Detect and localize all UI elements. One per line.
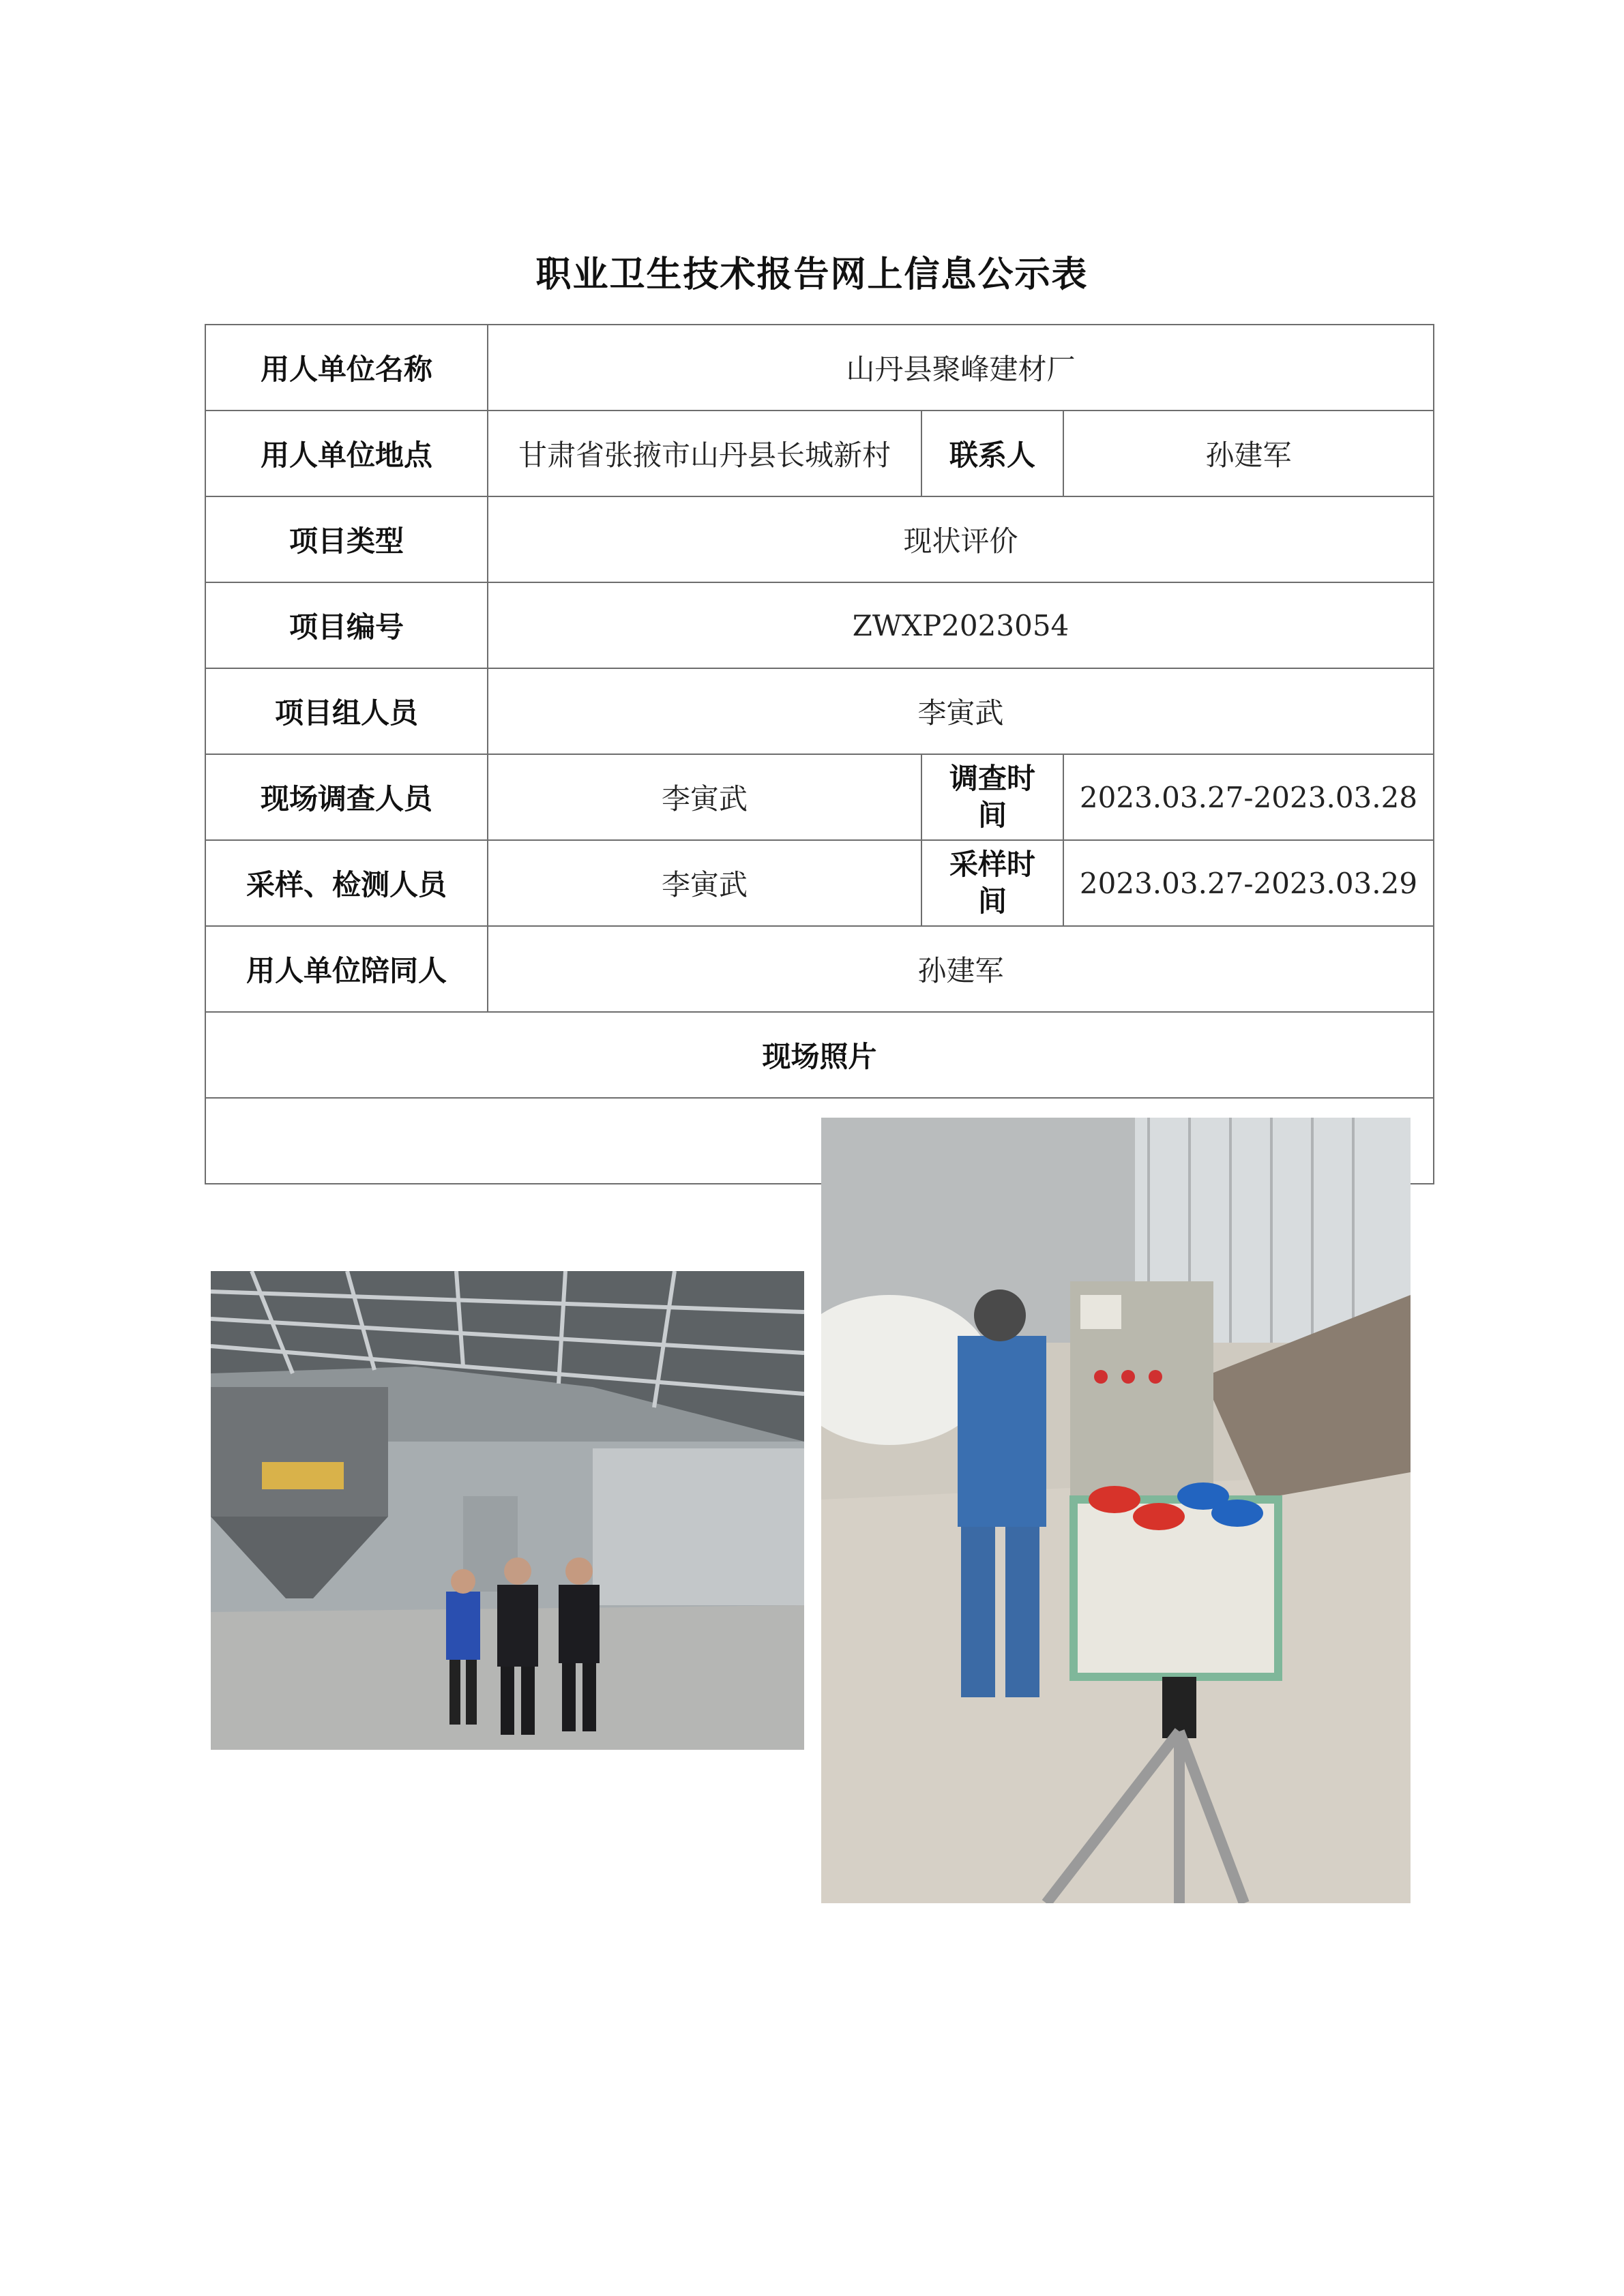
- contact-value: 孙建军: [1063, 411, 1434, 496]
- project-team-value: 李寅武: [488, 668, 1434, 754]
- escort-label: 用人单位陪同人: [205, 926, 488, 1012]
- info-table: [205, 324, 1434, 1184]
- sampling-time-value: 2023.03.27-2023.03.29: [1063, 840, 1434, 926]
- sampling-staff-value: 李寅武: [488, 840, 921, 926]
- photo-sampling-equipment-image: [821, 1118, 1411, 1903]
- row-survey: [205, 754, 1434, 840]
- sampling-time-label-line1: 采样时: [949, 848, 1035, 881]
- sampling-photo-group: [821, 1118, 1411, 1903]
- sampling-time-label-line2: 间: [977, 884, 1007, 918]
- row-sampling: [205, 840, 1434, 926]
- row-photos-heading: [205, 1012, 1434, 1098]
- survey-time-label: [921, 754, 1063, 840]
- row-employer-name: [205, 325, 1434, 411]
- project-type-value: 现状评价: [488, 496, 1434, 582]
- employer-address-value: 甘肃省张掖市山丹县长城新村: [488, 411, 921, 496]
- row-photos: [205, 1098, 1434, 1184]
- project-number-value: ZWXP2023054: [488, 582, 1434, 668]
- survey-time-label-line1: 调查时: [949, 762, 1035, 795]
- photo-factory-shed-image: [211, 1271, 804, 1750]
- photos-heading: 现场照片: [205, 1012, 1434, 1098]
- row-project-number: [205, 582, 1434, 668]
- survey-time-label-line2: 间: [977, 799, 1007, 832]
- project-team-label: 项目组人员: [205, 668, 488, 754]
- sampling-time-label: [921, 840, 1063, 926]
- employer-name-label: 用人单位名称: [205, 325, 488, 411]
- row-project-team: [205, 668, 1434, 754]
- photos-cell: [205, 1098, 1434, 1184]
- sampling-staff-label: 采样、检测人员: [205, 840, 488, 926]
- page-title: 职业卫生技术报告网上信息公示表: [535, 254, 1089, 295]
- project-type-label: 项目类型: [205, 496, 488, 582]
- survey-staff-label: 现场调查人员: [205, 754, 488, 840]
- employer-name-value: 山丹县聚峰建材厂: [488, 325, 1434, 411]
- site-photo-group: [211, 1271, 804, 1750]
- row-escort: [205, 926, 1434, 1012]
- project-number-label: 项目编号: [205, 582, 488, 668]
- survey-time-value: 2023.03.27-2023.03.28: [1063, 754, 1434, 840]
- survey-staff-value: 李寅武: [488, 754, 921, 840]
- row-employer-address: [205, 411, 1434, 496]
- contact-label: 联系人: [921, 411, 1063, 496]
- escort-value: 孙建军: [488, 926, 1434, 1012]
- row-project-type: [205, 496, 1434, 582]
- employer-address-label: 用人单位地点: [205, 411, 488, 496]
